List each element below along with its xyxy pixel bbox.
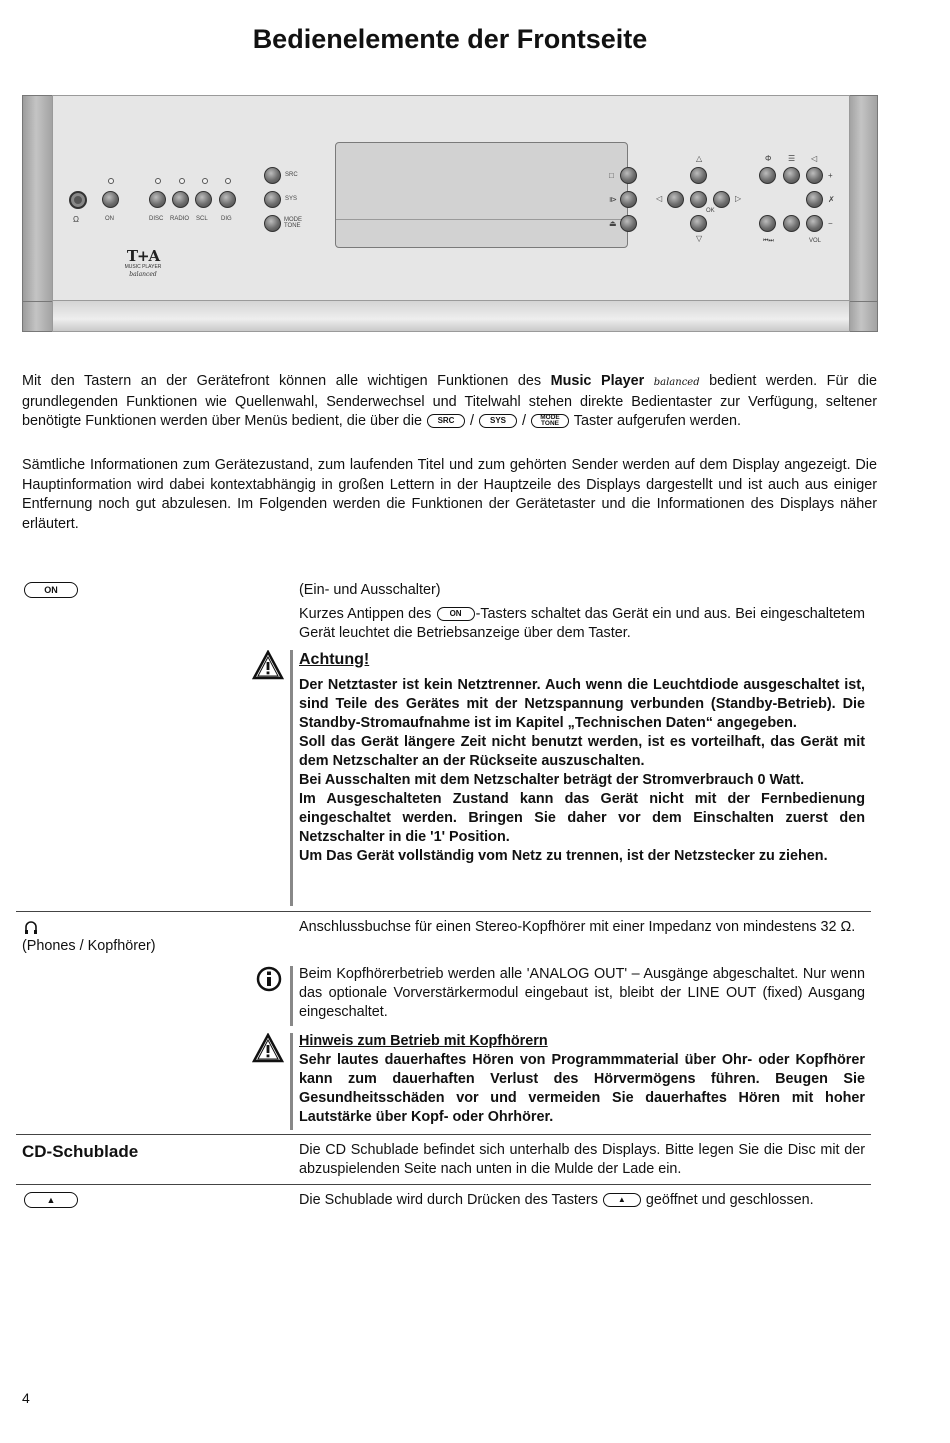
page-number: 4 [22,1390,30,1406]
prev-button [759,215,776,232]
src-button [264,167,281,184]
scl-label: SCL [196,216,208,222]
panel-side-right [847,95,878,332]
eject-icon: ⏏ [609,219,617,228]
divider-2 [16,1134,871,1135]
logo-brand: balanced [129,271,157,278]
power-led [108,178,114,184]
menu-button [783,167,800,184]
prev-next-label: ⏮⏭ [763,238,774,244]
on-desc-b: -Tasters schaltet das Gerät ein und aus. Bei eingeschaltetem Gerät leuchtet die Betriebsanzeige über dem Taster. [299,606,865,641]
next-button [783,215,800,232]
radio-label: RADIO [170,216,190,222]
warning-title [299,650,865,670]
ok-button [690,191,707,208]
eject-key-symbol: ▲ [24,1192,78,1208]
on-label: ON [105,216,114,222]
display-window [335,142,628,248]
warning-rule [290,650,293,906]
on-key-symbol: ON [24,582,78,598]
hint-block [299,1032,865,1127]
left-arrow-icon: ◁ [656,194,663,203]
phi-button [759,167,776,184]
left-button [667,191,684,208]
on-desc-a: Kurzes Antippen des [299,606,436,622]
info-icon [256,966,282,992]
on-inline-key: ON [437,607,475,621]
phones-description: Anschlussbuchse für einen Stereo-Kopfhörer mit einer Impedanz von mindestens 32 Ω. [299,919,856,935]
eject-inline-key: ▲ [603,1193,641,1207]
mode-tone-key-symbol [531,414,569,428]
warning-p3: Bei Ausschalten mit dem Netzschalter beträgt der Stromverbrauch 0 Watt. [299,772,805,788]
mute-button [806,191,823,208]
warning-p5: Um Das Gerät vollständig vom Netz zu trennen, ist der Netzstecker zu ziehen. [299,848,828,864]
ok-label: OK [706,208,715,214]
down-button [690,215,707,232]
intro-brand: balanced [653,377,700,388]
warning-p2: Soll das Gerät längere Zeit nicht benutzt werden, ist es vorteilhaft, das Gerät mit dem Netzschalter an der Rückseite auszuschalten. [299,734,865,769]
up-button [690,167,707,184]
headphones-icon: Ω [73,215,79,224]
intro-sep-1: / [466,413,479,429]
cd-drawer-heading: CD-Schublade [22,1142,139,1161]
warning-text [299,676,865,866]
eject-desc-b: geöffnet und geschlossen. [641,1192,814,1208]
mute-icon: ✗ [828,195,835,204]
disc-button [149,191,166,208]
warning-title-text: Achtung! [299,651,370,668]
src-key-symbol: SRC [427,414,465,428]
src-label: SRC [285,172,298,178]
sys-button [264,191,281,208]
up-arrow-icon: △ [696,154,703,163]
dig-button [219,191,236,208]
intro-text-d: Taster aufgerufen werden. [570,413,741,429]
stop-button [620,167,637,184]
vol-plus-button [806,167,823,184]
eject-description [299,1191,865,1210]
intro-sep-2: / [518,413,531,429]
warning-icon [252,650,284,680]
dig-led [225,178,231,184]
page-title: Bedienelemente der Frontseite [252,24,648,54]
disc-label: DISC [149,216,164,222]
panel-face [52,95,850,302]
plus-label: + [828,171,833,180]
ta-logo [123,249,163,278]
hint-text: Sehr lautes dauerhaftes Hören von Programmmaterial über Ohr- oder Kopfhörer kann zum dauerhaften Verlust des Hörvermögens führen. Beugen Sie Gesundheitsschäden vor und vermeiden Sie dauerhaftes Hören mit hoher Lautstärke über Kopf- oder Ohrhörer. [299,1052,865,1125]
dig-label: DIG [221,216,232,222]
mode-label: MODE [284,217,302,223]
radio-button [172,191,189,208]
intro-paragraph-2: Sämtliche Informationen zum Gerätezustand, zum laufenden Titel und zum gehörten Sender werden auf dem Display angezeigt. Die Hauptinformation wird dabei kontextabhängig in großen Lettern in der Hauptzeile des Displays dargestellt und ist auch aus einiger Entfernung noch gut abzulesen. Im Folgenden werden die Funktionen der Gerätetaster und die Informationen des Displays näher erläutert. [22,457,877,532]
right-arrow-icon: ▷ [735,194,742,203]
headphone-jack [69,191,87,209]
on-button [102,191,119,208]
eject-desc-a: Die Schublade wird durch Drücken des Tasters [299,1192,602,1208]
radio-led [179,178,185,184]
speaker-icon: ◁ [811,154,818,163]
phi-icon: Φ [765,154,772,163]
play-pause-icon: ⧐ [609,195,617,204]
on-description [299,605,865,643]
stop-icon: □ [609,171,614,180]
vol-minus-button [806,215,823,232]
panel-lip [52,300,850,332]
scl-button [195,191,212,208]
divider-3 [16,1184,871,1185]
mode-tone-button [264,215,281,232]
phones-label: (Phones / Kopfhörer) [22,938,156,954]
intro-text-a: Mit den Tastern an der Gerätefront können alle wichtigen Funktionen des [22,373,551,389]
hint-rule [290,1033,293,1130]
hint-title: Hinweis zum Betrieb mit Kopfhörern [299,1033,548,1049]
info-rule [290,966,293,1026]
sys-label: SYS [285,196,298,202]
scl-led [202,178,208,184]
cd-description: Die CD Schublade befindet sich unterhalb des Displays. Bitte legen Sie die Disc mit der abzuspielenden Seite nach unten in die Mulde der Lade ein. [299,1142,865,1177]
intro-product-name: Music Player [550,373,645,389]
info-text: Beim Kopfhörerbetrieb werden alle 'ANALOG OUT' – Ausgänge abgeschaltet. Nur wenn das optionale Vorverstärkermodul eingebaut ist, bleibt der LINE OUT (fixed) Ausgang eingeschaltet. [299,966,865,1020]
down-arrow-icon: ▽ [696,234,703,243]
disc-led [155,178,161,184]
mode-key-text: MODE [540,414,560,422]
panel-side-left [22,95,53,332]
divider-1 [16,911,871,912]
play-pause-button [620,191,637,208]
headphones-icon [24,920,38,936]
tone-key-text: TONE [541,420,559,428]
right-button [713,191,730,208]
eject-button [620,215,637,232]
sys-key-symbol: SYS [479,414,517,428]
on-caption: (Ein- und Ausschalter) [299,582,441,598]
minus-label: − [828,219,833,228]
intro-text-c: bedient werden. Für die grundlegenden Funktionen wie Quellenwahl, Senderwechsel und Titelwahl stehen direkte Bedientaster zur Verfügung, seltener benötigte Funktionen werden über Menüs bedient, die über die [22,373,877,429]
logo-subtext: MUSIC PLAYER [124,264,162,270]
intro-paragraph-1 [22,372,877,432]
vol-label: VOL [809,238,822,244]
menu-icon: ☰ [788,154,796,163]
warning-icon-2 [252,1033,284,1063]
front-panel-illustration [22,95,878,332]
warning-p4: Im Ausgeschalteten Zustand kann das Gerät nicht mit der Fernbedienung eingeschaltet werden. Bringen Sie daher vor dem Einschalten zuerst den Netzschalter in die '1' Position. [299,791,865,845]
logo-text: T+A [126,247,160,265]
tone-label: TONE [284,223,301,229]
warning-p1: Der Netztaster ist kein Netztrenner. Auch wenn die Leuchtdiode ausgeschaltet ist, sind Teile des Gerätes mit der Netzspannung verbunden (Standby-Betrieb). Die Standby-Stromaufnahme ist im Kapitel „Technischen Daten“ angegeben. [299,677,865,731]
